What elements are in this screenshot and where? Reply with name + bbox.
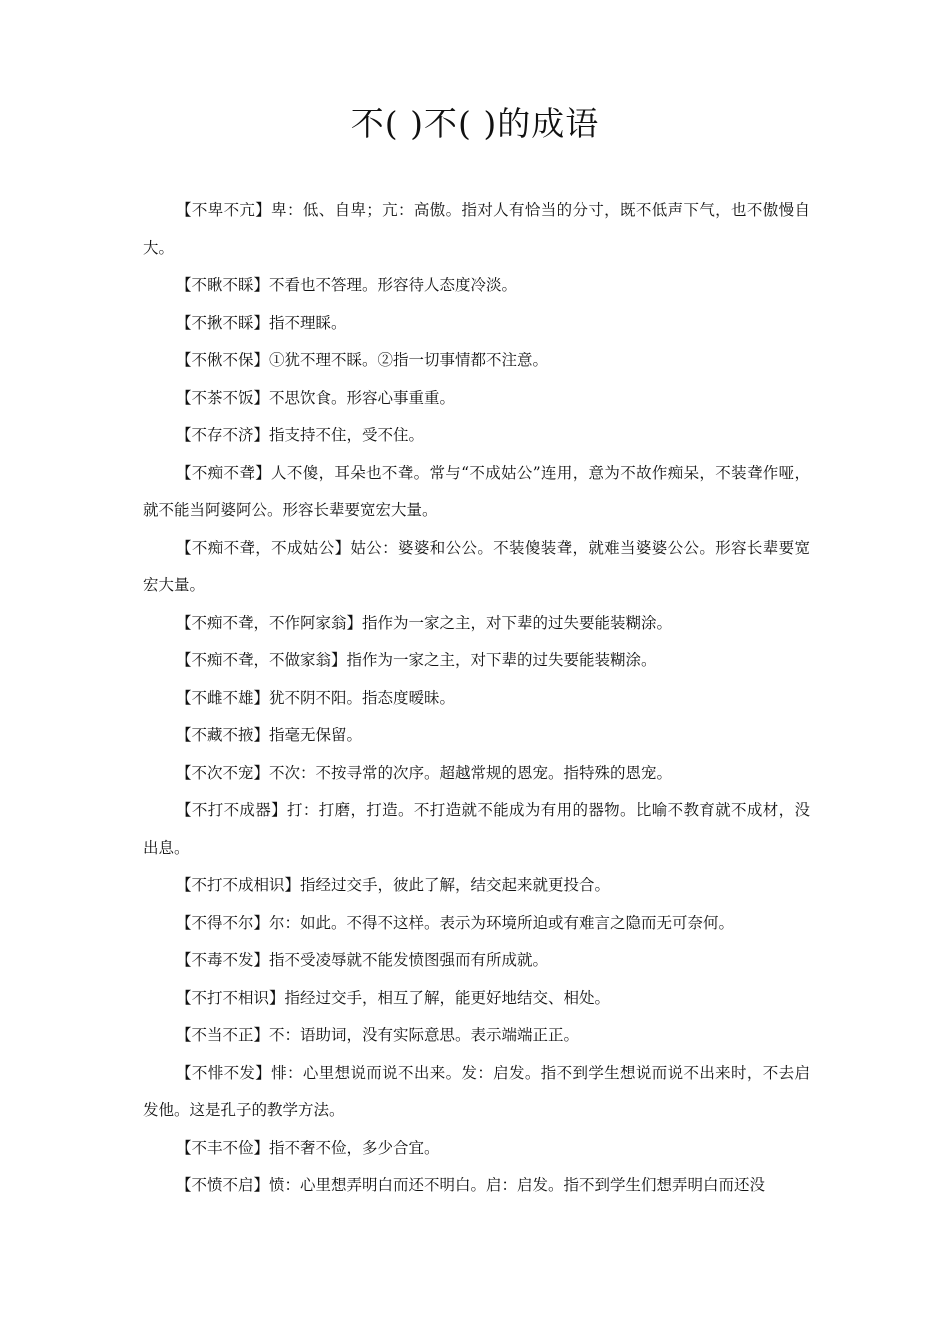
idiom-definition: 指不理睬。 <box>269 313 347 332</box>
idiom-definition: 不看也不答理。形容待人态度冷淡。 <box>269 276 518 294</box>
idiom-term: 【不打不成器】 <box>176 801 288 819</box>
idiom-term: 【不痴不聋】 <box>176 463 272 482</box>
idiom-definition: 指经过交手，相互了解，能更好地结交、相处。 <box>284 988 611 1007</box>
idiom-entry <box>143 267 810 305</box>
idiom-term: 【不打不成相识】 <box>176 876 301 894</box>
idiom-entry <box>143 530 810 605</box>
idiom-entry <box>143 792 810 867</box>
idiom-definition: 指毫无保留。 <box>269 726 363 744</box>
idiom-list <box>143 192 810 1205</box>
idiom-entry <box>143 867 810 905</box>
idiom-definition: 指不奢不俭，多少合宜。 <box>269 1138 440 1157</box>
idiom-term: 【不毒不发】 <box>176 951 270 969</box>
idiom-definition: 悱：心里想说而说不出来。发：启发。指不到学生想说而说不出来时，不去启发他。这是孔子的教学方法。 <box>143 1063 810 1119</box>
idiom-definition: 卑：低、自卑；亢：高傲。指对人有恰当的分寸，既不低声下气，也不傲慢自大。 <box>143 201 810 257</box>
idiom-definition: 不思饮食。形容心事重重。 <box>269 388 456 407</box>
idiom-term: 【不次不宠】 <box>176 763 270 782</box>
idiom-term: 【不偢不保】 <box>176 351 270 369</box>
idiom-definition: 打：打磨，打造。不打造就不能成为有用的器物。比喻不教育就不成材，没出息。 <box>143 801 810 857</box>
idiom-definition: 犹不阴不阳。指态度暧昧。 <box>269 688 456 707</box>
idiom-term: 【不痴不聋，不成姑公】 <box>176 538 351 557</box>
idiom-term: 【不愤不启】 <box>176 1176 270 1194</box>
idiom-definition: 人不傻，耳朵也不聋。常与“不成姑公”连用，意为不故作痴呆，不装聋作哑，就不能当阿婆阿公。形容长辈要宽宏大量。 <box>143 463 810 519</box>
idiom-entry <box>143 380 810 418</box>
idiom-entry <box>143 605 810 643</box>
idiom-definition: 尔：如此。不得不这样。表示为环境所迫或有难言之隐而无可奈何。 <box>269 913 735 932</box>
idiom-term: 【不痴不聋，不做家翁】 <box>176 651 347 669</box>
idiom-term: 【不雌不雄】 <box>176 688 270 707</box>
idiom-term: 【不痴不聋，不作阿家翁】 <box>176 613 363 632</box>
idiom-entry <box>143 1167 810 1205</box>
idiom-term: 【不卑不亢】 <box>176 201 272 219</box>
idiom-term: 【不丰不俭】 <box>176 1138 270 1157</box>
idiom-definition: 指支持不住，受不住。 <box>269 426 425 444</box>
idiom-term: 【不当不正】 <box>176 1026 270 1044</box>
idiom-definition: 姑公：婆婆和公公。不装傻装聋，就难当婆婆公公。形容长辈要宽宏大量。 <box>143 538 810 594</box>
idiom-entry <box>143 1055 810 1130</box>
idiom-entry <box>143 1017 810 1055</box>
idiom-definition: 不：语助词，没有实际意思。表示端端正正。 <box>269 1026 580 1044</box>
idiom-term: 【不得不尔】 <box>176 913 270 932</box>
idiom-definition: 指经过交手，彼此了解，结交起来就更投合。 <box>300 876 611 894</box>
idiom-entry <box>143 192 810 267</box>
idiom-definition: ①犹不理不睬。②指一切事情都不注意。 <box>269 351 549 369</box>
idiom-definition: 指作为一家之主，对下辈的过失要能装糊涂。 <box>362 613 673 632</box>
idiom-term: 【不茶不饭】 <box>176 388 270 407</box>
idiom-entry <box>143 680 810 718</box>
idiom-term: 【不藏不掖】 <box>176 726 270 744</box>
idiom-entry <box>143 717 810 755</box>
idiom-entry <box>143 642 810 680</box>
idiom-entry <box>143 980 810 1018</box>
idiom-entry <box>143 417 810 455</box>
idiom-definition: 指不受凌辱就不能发愤图强而有所成就。 <box>269 951 549 969</box>
document-title: 不( )不( )的成语 <box>350 104 600 143</box>
idiom-definition: 指作为一家之主，对下辈的过失要能装糊涂。 <box>346 651 657 669</box>
idiom-entry <box>143 342 810 380</box>
idiom-definition: 愤：心里想弄明白而还不明白。启：启发。指不到学生们想弄明白而还没 <box>269 1176 766 1194</box>
idiom-entry <box>143 305 810 343</box>
idiom-term: 【不悱不发】 <box>176 1063 272 1082</box>
idiom-entry <box>143 1130 810 1168</box>
idiom-term: 【不揪不睬】 <box>176 313 270 332</box>
idiom-entry <box>143 455 810 530</box>
idiom-entry <box>143 942 810 980</box>
idiom-term: 【不瞅不睬】 <box>176 276 270 294</box>
idiom-term: 【不打不相识】 <box>176 988 285 1007</box>
idiom-entry <box>143 905 810 943</box>
idiom-definition: 不次：不按寻常的次序。超越常规的恩宠。指特殊的恩宠。 <box>269 763 673 782</box>
idiom-entry <box>143 755 810 793</box>
idiom-term: 【不存不济】 <box>176 426 270 444</box>
